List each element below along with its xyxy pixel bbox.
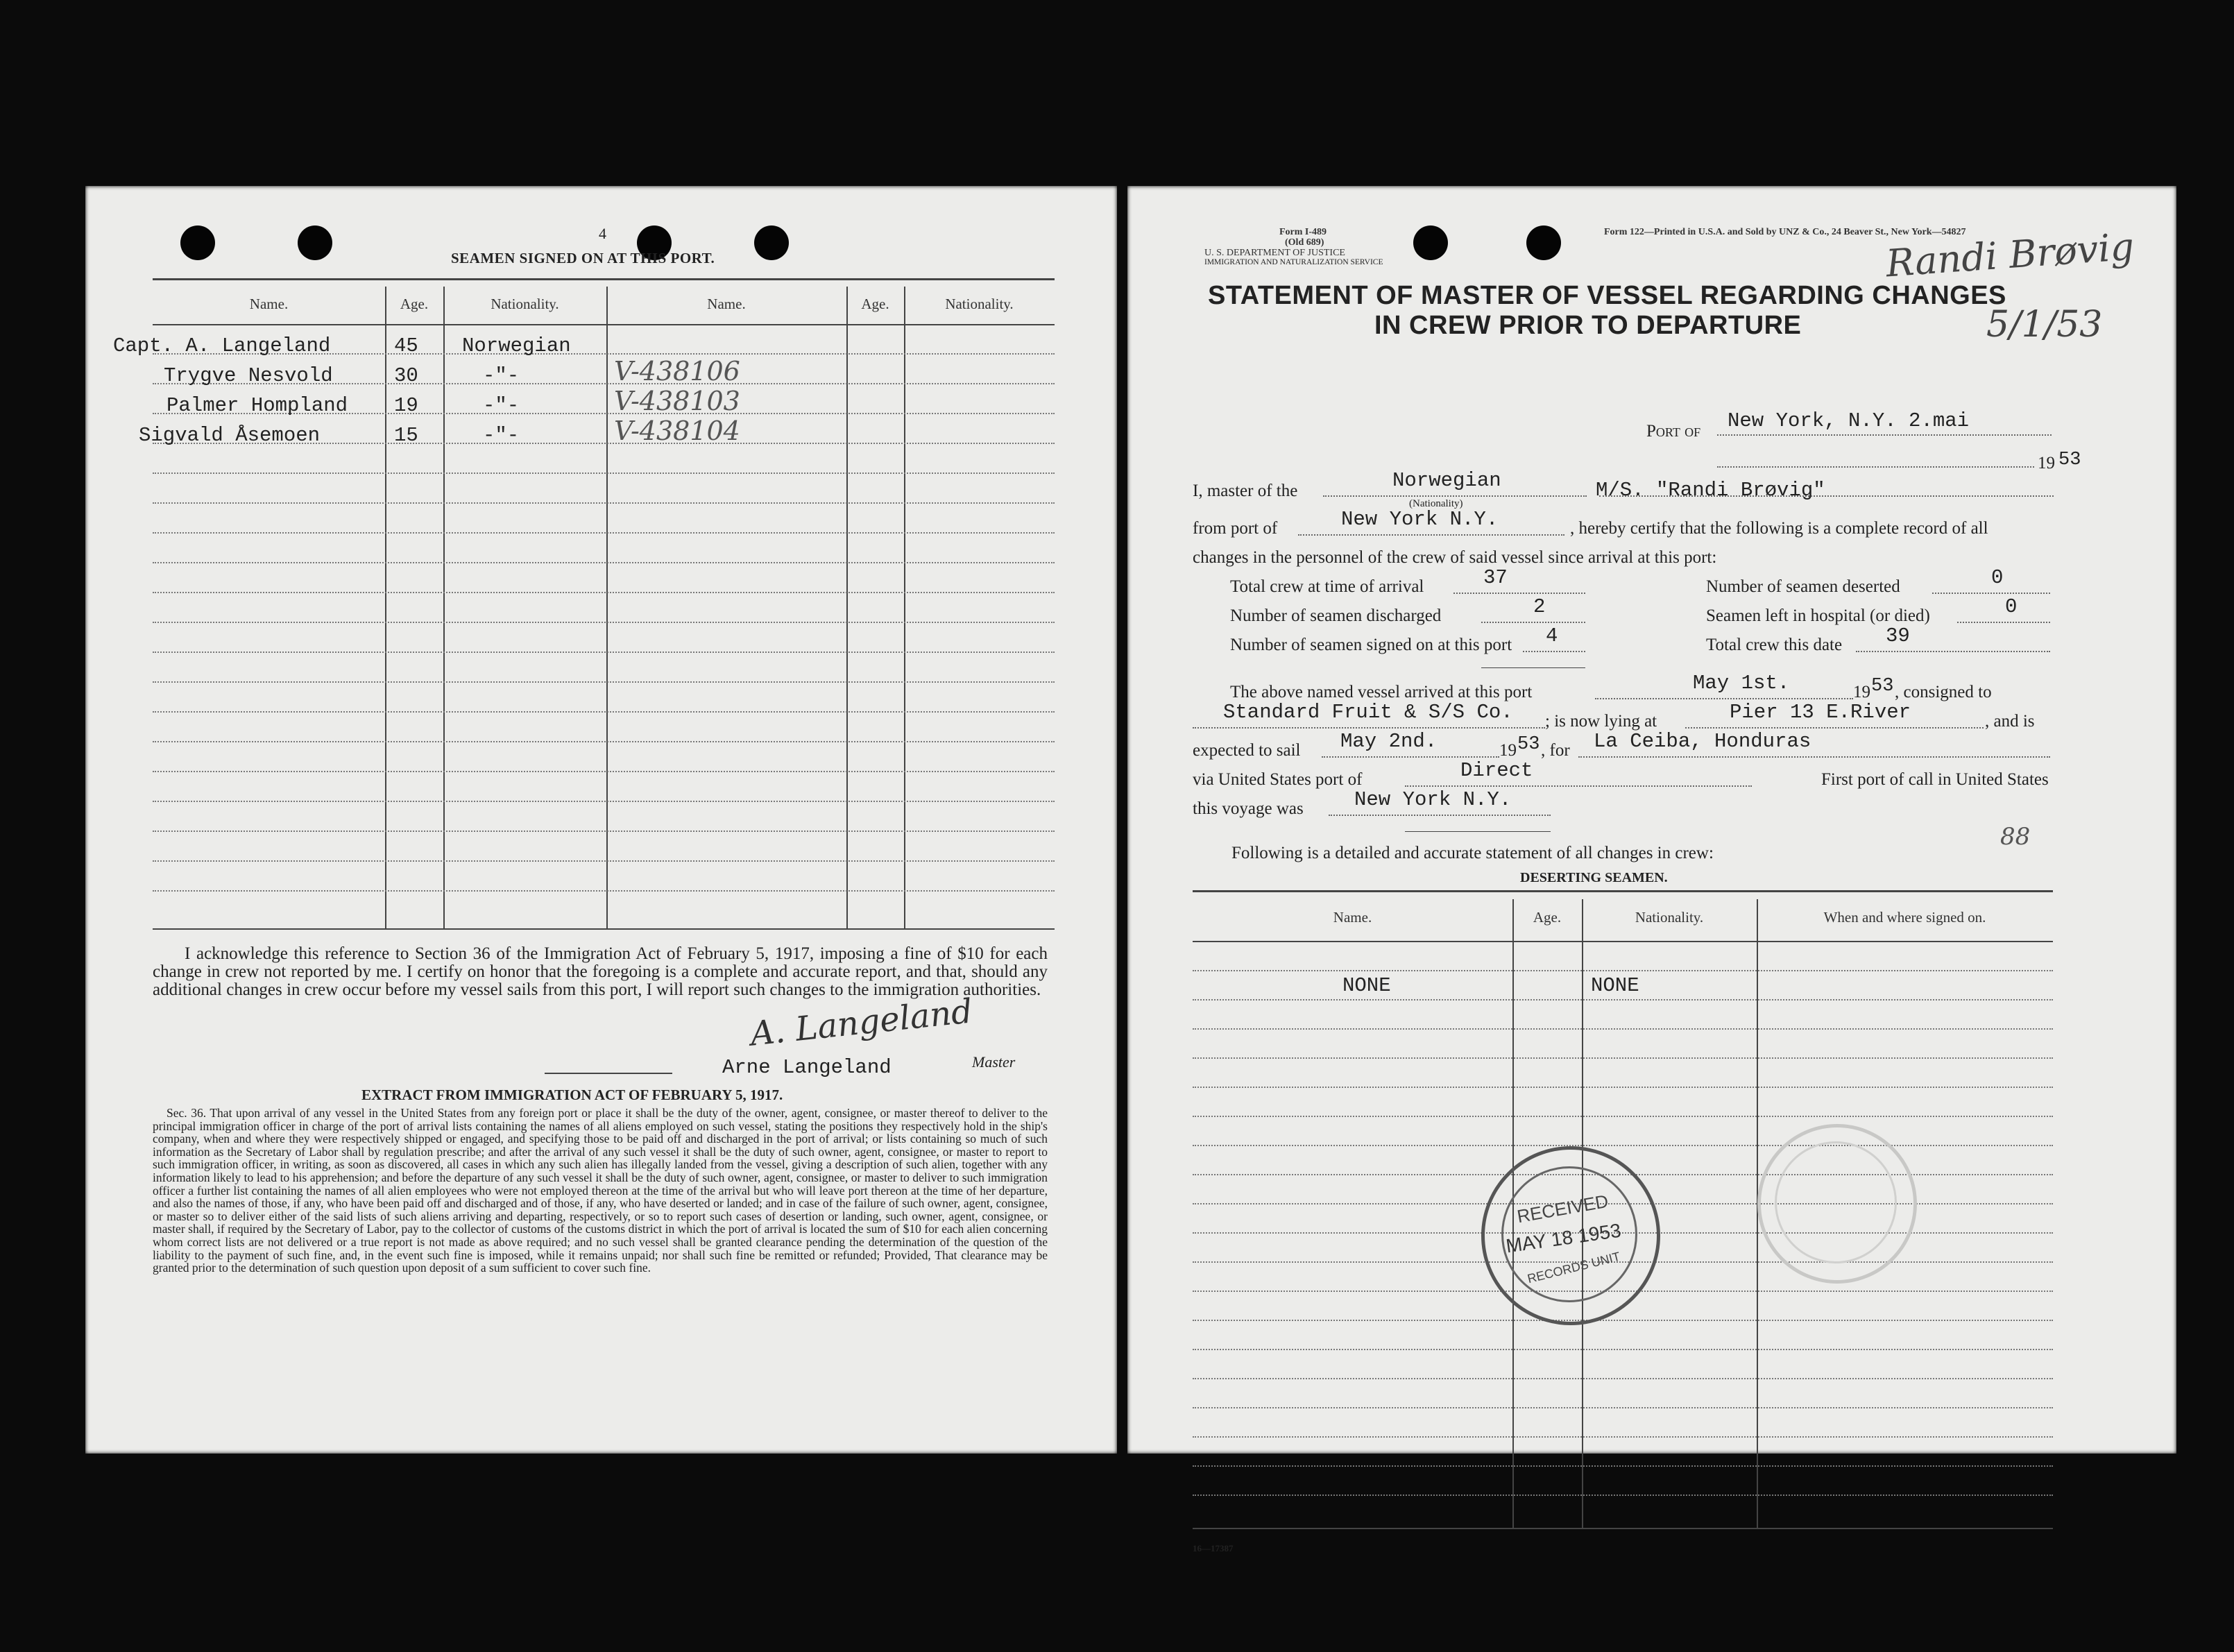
expected-year-value: 53 <box>1517 734 1540 755</box>
punch-hole <box>1526 225 1561 260</box>
expected-year-prefix: 19 <box>1499 741 1517 760</box>
department-name: U. S. DEPARTMENT OF JUSTICE <box>1204 248 1345 258</box>
from-port-value: New York N.Y. <box>1341 508 1499 531</box>
from-port-label: from port of <box>1193 519 1278 538</box>
expected-label: expected to sail <box>1193 741 1301 760</box>
crew-nationality: -"- <box>483 424 520 447</box>
crew-nationality: -"- <box>483 394 520 417</box>
handwritten-page-number: 88 <box>2000 823 2031 851</box>
discharged-value: 2 <box>1533 595 1546 618</box>
total-date-value: 39 <box>1886 624 1910 647</box>
right-page <box>1127 186 2176 1553</box>
arrived-year-value: 53 <box>1871 676 1894 697</box>
crew-name: Palmer Hompland <box>167 394 348 417</box>
acknowledgement-text: I acknowledge this reference to Section 36 of the Immigration Act of February 5, 1917, imposing a fine of $10 for each change in crew not reported by me. I certify on honor that the foregoing is a complete and accurate report, and that, should any additional changes in crew occur before my vessel sails from this port, I will report such changes to the immigration authorities. <box>153 944 1048 999</box>
master-of-label: I, master of the <box>1193 482 1298 500</box>
section-title: SEAMEN SIGNED ON AT THIS PORT. <box>451 250 715 266</box>
hospital-value: 0 <box>2005 595 2018 618</box>
table-bottom-rule <box>153 928 1055 930</box>
arrived-label: The above named vessel arrived at this port <box>1230 683 1533 701</box>
handwritten-number: V-438104 <box>614 416 740 446</box>
signed-on-label: Number of seamen signed on at this port <box>1230 636 1512 654</box>
form-title-line2: IN CREW PRIOR TO DEPARTURE <box>1374 311 1802 340</box>
total-arrival-label: Total crew at time of arrival <box>1230 577 1424 596</box>
desert-header-name: Name. <box>1333 909 1372 926</box>
master-label: Master <box>972 1053 1016 1071</box>
handwritten-number: V-438103 <box>614 386 740 416</box>
extract-text: Sec. 36. That upon arrival of any vessel in the United States from any foreign port or place it shall be the duty of the owner, agent, consignee, or master thereof to deliver to the principal immigration officer in charge of the port of arrival lists containing the names of all aliens employed on such vessel, stating the positions they respectively hold in the ship's company, when and where they were respectively shipped or engaged, and specifying those to be paid off and discharged in the port of arrival; or lists containing so much of such information as the Secretary of Labor shall by regulation prescribe; and after the arrival of any such vessel it shall be the duty of such owner, agent, consignee, or master to report to such immigration officer, in writing, as soon as discovered, all cases in which any such alien has illegally landed from the vessel, giving a description of such alien, together with any information likely to lead to his apprehension; and before the departure of any such vessel it shall be the duty of such owner, agent, consignee, or master to deliver to such immigration officer a further list containing the names of all alien employees who were not employed thereon at the time of the arrival but who will leave port thereon at the time of her departure, and also the names of those, if any, who have been paid off and discharged and of those, if any, who have deserted or landed; and in case of the failure of such owner, agent, consignee, or master so to deliver either of the said lists of such aliens arriving and departing, respectively, or so to report such cases of desertion or landing, such owner, agent, consignee, or master shall, if required by the Secretary of Labor, pay to the collector of customs of the customs district in which the port of arrival is located the sum of $10 for each alien concerning whom correct lists are not delivered or a true report is not made as above required; and no such vessel shall be granted clearance pending the determination of the question of the liability to the payment of such fine, and, in the event such fine is imposed, while it remains unpaid; nor shall such fine be remitted or refunded; Provided, That clearance may be granted prior to the determination of such question upon deposit of a sum sufficient to cover such fine. <box>153 1106 1048 1275</box>
vessel-name: M/S. "Randi Brøvig" <box>1596 479 1825 502</box>
voyage-value: New York N.Y. <box>1354 788 1512 811</box>
left-page <box>85 186 1117 1454</box>
discharged-label: Number of seamen discharged <box>1230 606 1442 625</box>
punch-hole <box>180 225 215 260</box>
crew-age: 19 <box>394 394 418 417</box>
first-port-label: First port of call in United States <box>1821 770 2049 789</box>
for-label: , for <box>1541 741 1570 760</box>
signed-on-value: 4 <box>1546 624 1558 647</box>
table-top-rule <box>153 278 1055 280</box>
page-number: 4 <box>599 225 606 242</box>
header-age: Age. <box>400 296 429 312</box>
crew-name: Capt. A. Langeland <box>113 334 331 357</box>
stamp-date-text: MAY 18 1953 <box>1504 1219 1623 1257</box>
stamp-unit-text: RECORDS UNIT <box>1526 1249 1622 1286</box>
deserted-value: 0 <box>1991 566 2004 589</box>
master-signature: A. Langeland <box>748 991 975 1054</box>
table-header-rule <box>153 324 1055 325</box>
faint-stamp <box>1757 1124 1917 1284</box>
deserted-label: Number of seamen deserted <box>1706 577 1900 596</box>
certify-text: , hereby certify that the following is a complete record of all <box>1570 519 1988 538</box>
deserting-title: DESERTING SEAMEN. <box>1520 870 1668 885</box>
form-old-number: (Old 689) <box>1285 237 1324 248</box>
form-title-line1: STATEMENT OF MASTER OF VESSEL REGARDING CHANGES <box>1208 281 2006 310</box>
year-value: 53 <box>2058 450 2081 470</box>
crew-nationality: Norwegian <box>462 334 571 357</box>
port-value: New York, N.Y. 2.mai <box>1728 409 1970 432</box>
desert-nationality: NONE <box>1591 974 1639 997</box>
expected-value: May 2nd. <box>1340 730 1438 753</box>
year-prefix: 19 <box>2038 454 2055 472</box>
port-label: Port of <box>1646 422 1701 441</box>
stamp-received-text: RECEIVED <box>1515 1190 1610 1227</box>
following-text: Following is a detailed and accurate statement of all changes in crew: <box>1231 844 1714 862</box>
voyage-label: this voyage was <box>1193 799 1304 818</box>
handwritten-vessel-note: Randi Brøvig <box>1884 224 2135 286</box>
desert-header-nationality: Nationality. <box>1635 909 1704 926</box>
and-is-label: , and is <box>1985 712 2035 731</box>
desert-name: NONE <box>1342 974 1391 997</box>
header-name: Name. <box>707 296 746 312</box>
nationality-caption: (Nationality) <box>1409 498 1463 509</box>
nationality-value: Norwegian <box>1392 469 1501 492</box>
header-age: Age. <box>861 296 889 312</box>
crew-name: Trygve Nesvold <box>164 364 333 387</box>
total-arrival-value: 37 <box>1483 566 1508 589</box>
crew-name: Sigvald Åsemoen <box>139 424 321 447</box>
header-nationality: Nationality. <box>945 296 1014 312</box>
form-number: Form I-489 <box>1279 227 1327 237</box>
service-name: IMMIGRATION AND NATURALIZATION SERVICE <box>1204 258 1383 266</box>
form-print-line: Form 122—Printed in U.S.A. and Sold by UNZ & Co., 24 Beaver St., New York—54827 <box>1604 227 1966 237</box>
handwritten-number: V-438106 <box>614 356 740 386</box>
arrived-year-prefix: 19 <box>1853 683 1870 701</box>
via-label: via United States port of <box>1193 770 1363 789</box>
punch-hole <box>1413 225 1448 260</box>
header-nationality: Nationality. <box>491 296 559 312</box>
crew-nationality: -"- <box>483 364 520 387</box>
crew-age: 15 <box>394 424 418 447</box>
footer-code: 16—17387 <box>1193 1543 1234 1553</box>
punch-hole <box>754 225 789 260</box>
consigned-label: , consigned to <box>1895 683 1992 701</box>
changes-text: changes in the personnel of the crew of said vessel since arrival at this port: <box>1193 548 1717 567</box>
crew-age: 30 <box>394 364 418 387</box>
punch-hole <box>298 225 332 260</box>
total-date-label: Total crew this date <box>1706 636 1843 654</box>
desert-header-age: Age. <box>1533 909 1562 926</box>
hospital-label: Seamen left in hospital (or died) <box>1706 606 1930 625</box>
crew-age: 45 <box>394 334 418 357</box>
arrived-value: May 1st. <box>1693 672 1790 695</box>
destination-value: La Ceiba, Honduras <box>1594 730 1811 753</box>
lying-value: Pier 13 E.River <box>1730 701 1911 724</box>
via-value: Direct <box>1460 759 1533 782</box>
received-stamp <box>1481 1146 1660 1325</box>
header-name: Name. <box>249 296 289 312</box>
master-typed-name: Arne Langeland <box>722 1056 892 1079</box>
lying-label: ; is now lying at <box>1545 712 1657 731</box>
extract-title: EXTRACT FROM IMMIGRATION ACT OF FEBRUARY 5, 1917. <box>361 1087 783 1103</box>
consignee-value: Standard Fruit & S/S Co. <box>1223 701 1513 724</box>
handwritten-date: 5/1/53 <box>1986 304 2103 346</box>
desert-header-where: When and where signed on. <box>1823 909 1986 926</box>
